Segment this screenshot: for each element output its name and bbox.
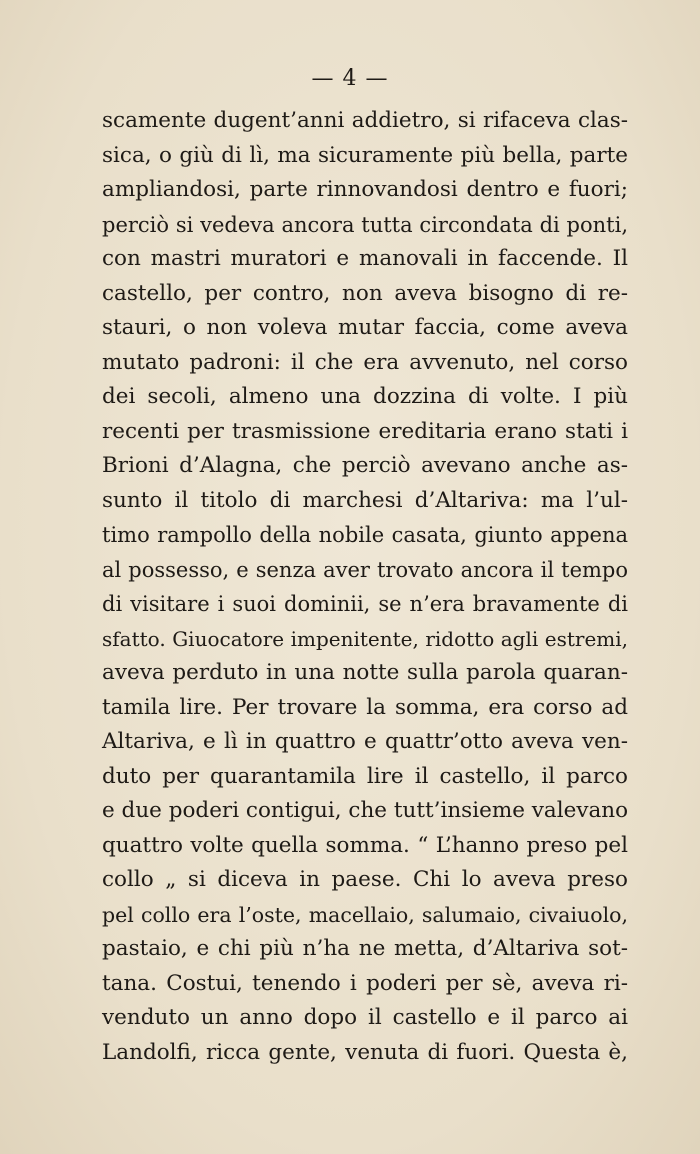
- text-line: timo rampollo della nobile casata, giunto appena: [102, 523, 628, 547]
- text-line: collo „ si diceva in paese. Chi lo aveva preso: [102, 867, 628, 892]
- text-line: pastaio, e chi più n’ha ne metta, d’Altariva sot-: [102, 936, 628, 961]
- text-line: castello, per contro, non aveva bisogno di re-: [102, 280, 628, 306]
- page-number: — 4 —: [311, 66, 389, 91]
- text-line: al possesso, e senza aver trovato ancora il tempo: [102, 557, 628, 582]
- text-line: tana. Costui, tenendo i poderi per sè, aveva ri-: [102, 970, 628, 996]
- text-line: perciò si vedeva ancora tutta circondata di ponti,: [102, 212, 628, 237]
- text-line: con mastri muratori e manovali in faccende. Il: [102, 246, 628, 271]
- text-line: mutato padroni: il che era avvenuto, nel corso: [102, 349, 628, 375]
- text-line: pel collo era l’oste, macellaio, salumaio, civaiuolo,: [102, 902, 628, 927]
- body-text: [102, 104, 628, 1070]
- text-line: sfatto. Giuocatore impenitente, ridotto agli estremi,: [102, 626, 628, 651]
- text-line: recenti per trasmissione ereditaria erano stati i: [102, 418, 628, 444]
- text-line: scamente dugent’anni addietro, si rifaceva clas-: [102, 108, 628, 133]
- text-line: Brioni d’Alagna, che perciò avevano anche as-: [102, 453, 628, 478]
- text-line: Landolfi, ricca gente, venuta di fuori. Questa è,: [102, 1039, 628, 1065]
- text-line: Altariva, e lì in quattro e quattr’otto aveva ven-: [102, 729, 628, 754]
- text-line: quattro volte quella somma. “ L’hanno preso pel: [102, 832, 628, 858]
- text-line: sunto il titolo di marchesi d’Altariva: ma l’ul-: [102, 487, 628, 513]
- text-line: dei secoli, almeno una dozzina di volte. I più: [102, 384, 628, 409]
- text-line: aveva perduto in una notte sulla parola quaran-: [102, 660, 628, 685]
- text-line: venduto un anno dopo il castello e il parco ai: [102, 1005, 628, 1030]
- text-line: ampliandosi, parte rinnovandosi dentro e fuori;: [102, 177, 628, 202]
- text-line: e due poderi contigui, che tutt’insieme valevano: [102, 798, 629, 823]
- text-line: sica, o giù di lì, ma sicuramente più bella, parte: [102, 142, 628, 168]
- text-line: stauri, o non voleva mutar faccia, come aveva: [102, 315, 628, 340]
- text-line: di visitare i suoi dominii, se n’era bravamente di: [102, 592, 628, 616]
- text-line: duto per quarantamila lire il castello, il parco: [102, 763, 628, 789]
- text-line: tamila lire. Per trovare la somma, era corso ad: [102, 694, 628, 720]
